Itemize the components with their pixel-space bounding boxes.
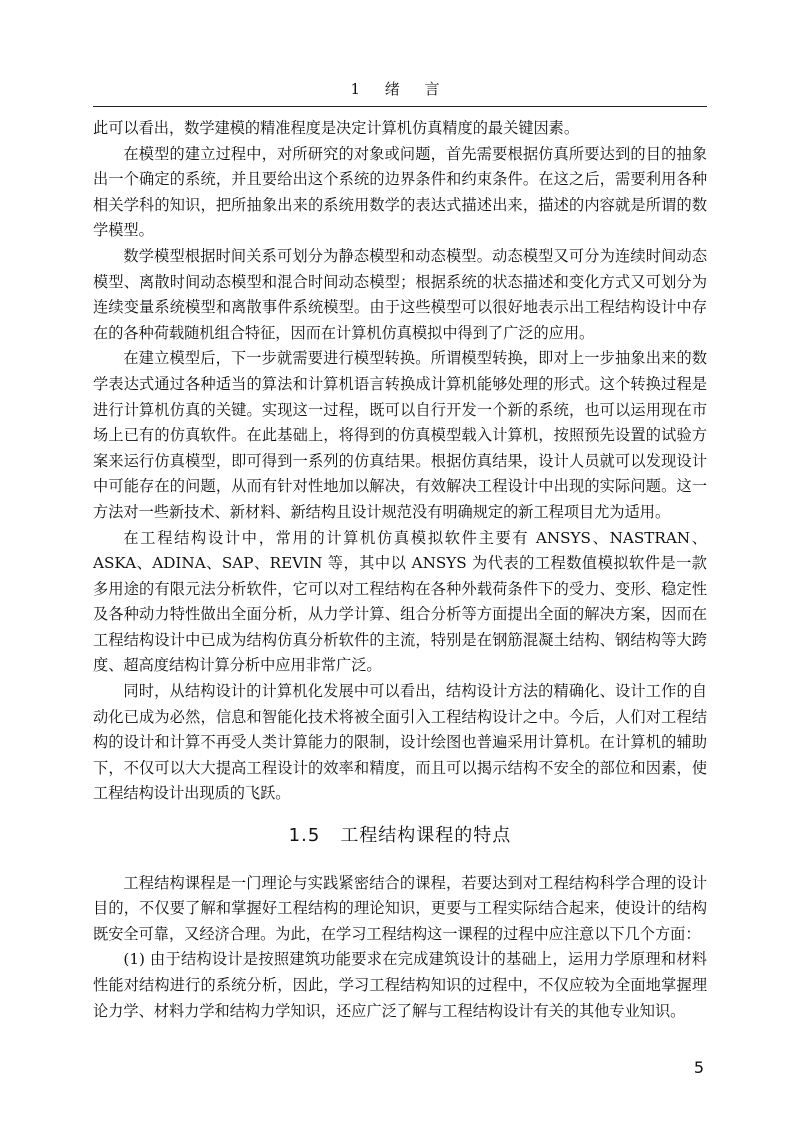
paragraph: 此可以看出，数学建模的精准程度是决定计算机仿真精度的最关键因素。 [93,119,579,137]
paragraph: 在工程结构设计中，常用的计算机仿真模拟软件主要有 ANSYS、NASTRAN、ASKA、ADINA、SAP、REVIN 等，其中以 ANSYS 为代表的工程数值模拟软件是一款多用途的有限元法分析软件，它可以对工程结构在各种外载荷条件下的受力、变形、稳定性及各种动力特性做出全面分析，从力学计算、组合分析等方面提出全面的解决方案，因而在工程结构设计中已成为结构仿真分析软件的主流，特别是在钢筋混凝土结构、钢结构等大跨度、超高度结构计算分析中应用非常广泛。 [93,528,707,675]
paragraph: 工程结构课程是一门理论与实践紧密结合的课程，若要达到对工程结构科学合理的设计目的，不仅要了解和掌握好工程结构的理论知识，更要与工程实际结合起来，使设计的结构既安全可靠，又经济合理。为此，在学习工程结构这一课程的过程中应注意以下几个方面： [93,873,707,943]
section-title: 工程结构课程的特点 [340,825,512,847]
section-number: 1.5 [288,825,321,847]
running-header: 1 绪 言 [350,80,450,98]
paragraph: 在建立模型后，下一步就需要进行模型转换。所谓模型转换，即对上一步抽象出来的数学表达式通过各种适当的算法和计算机语言转换成计算机能够处理的形式。这个转换过程是进行计算机仿真的关键。实现这一过程，既可以自行开发一个新的系统，也可以运用现在市场上已有的仿真软件。在此基础上，将得到的仿真模型载入计算机，按照预先设置的试验方案来运行仿真模型，即可得到一系列的仿真结果。根据仿真结果，设计人员就可以发现设计中可能存在的问题，从而有针对性地加以解决，有效解决工程设计中出现的实际问题。这一方法对一些新技术、新材料、新结构且设计规范没有明确规定的新工程项目尤为适用。 [93,349,707,521]
page-number: 5 [693,1058,704,1077]
body-text [93,116,707,1024]
paragraph: 同时，从结构设计的计算机化发展中可以看出，结构设计方法的精确化、设计工作的自动化已成为必然，信息和智能化技术将被全面引入工程结构设计之中。今后，人们对工程结构的设计和计算不再受人类计算能力的限制，设计绘图也普遍采用计算机。在计算机的辅助下，不仅可以大大提高工程设计的效率和精度，而且可以揭示结构不安全的部位和因素，使工程结构设计出现质的飞跃。 [93,682,707,803]
paragraph: (1) 由于结构设计是按照建筑功能要求在完成建筑设计的基础上，运用力学原理和材料性能对结构进行的系统分析，因此，学习工程结构知识的过程中，不仅应较为全面地掌握理论力学、材料力学和结构力学知识，还应广泛了解与工程结构设计有关的其他专业知识。 [93,950,707,1020]
section-heading [93,823,707,849]
header-rule [93,106,707,107]
paragraph: 在模型的建立过程中，对所研究的对象或问题，首先需要根据仿真所要达到的目的抽象出一个确定的系统，并且要给出这个系统的边界条件和约束条件。在这之后，需要利用各种相关学科的知识，把所抽象出来的系统用数学的表达式描述出来，描述的内容就是所谓的数学模型。 [93,144,707,240]
paragraph: 数学模型根据时间关系可划分为静态模型和动态模型。动态模型又可分为连续时间动态模型、离散时间动态模型和混合时间动态模型；根据系统的状态描述和变化方式又可划分为连续变量系统模型和离散事件系统模型。由于这些模型可以很好地表示出工程结构设计中存在的各种荷载随机组合特征，因而在计算机仿真模拟中得到了广泛的应用。 [93,246,707,342]
